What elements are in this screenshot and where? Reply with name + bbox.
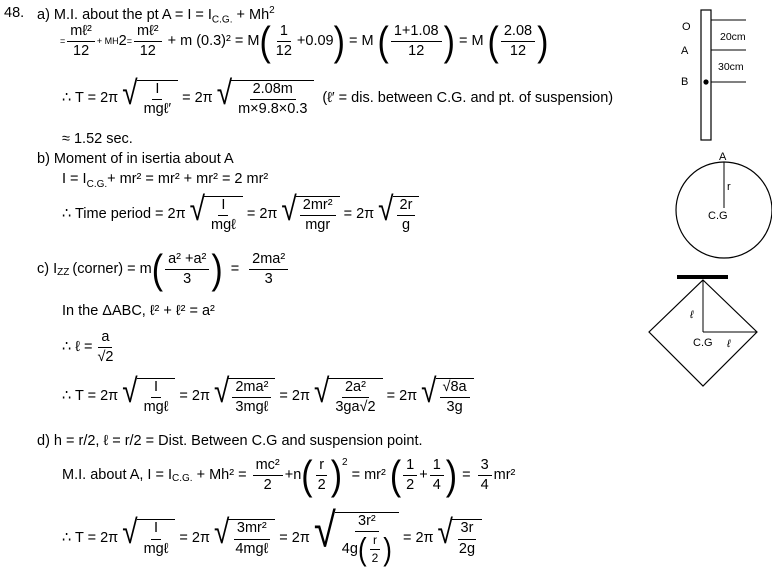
fraction-ml2-12b: $\frac{\text{mℓ²}}{12}$ [134, 24, 162, 59]
mh2-sub: 2 [118, 33, 127, 50]
sqrt-2mr2-mgr: √ $\frac{\text{2mr²}}{\text{mgr}}$ [281, 196, 339, 233]
pivot-dot [703, 79, 708, 84]
part-a-label: a) M.I. about the pt A = I = I [37, 6, 212, 23]
part-c-mi: c) I $_{ZZ}$ (corner) = m ( $\frac{\text{a² +a²}}{3}$ ) = $\frac{\text{2ma²}}{3}$ [37, 252, 290, 287]
fraction-1-12: $\frac{1}{12}$ [275, 23, 292, 60]
sqrt-i-mgl: √ $\frac{I}{\text{mgℓ′}}$ [122, 80, 178, 117]
label-20cm: 20cm [720, 31, 746, 43]
part-c-l-eq: ∴ ℓ = $\frac{a}{√2}$ [62, 330, 118, 365]
rod-figure [670, 8, 770, 144]
fraction-ml2-12: $\frac{\text{mℓ²}}{12}$ [67, 24, 95, 59]
eq-sign: = [60, 36, 66, 47]
cg-subscript: C.G. [211, 14, 233, 26]
problem-number: 48. [4, 5, 25, 21]
mh-term: + Mh [232, 6, 270, 23]
label-o: O [682, 21, 691, 33]
label-a: A [719, 151, 727, 163]
plus-009: +0.09 [296, 33, 334, 50]
t-prefix: ∴ T = 2π [62, 90, 119, 107]
label-30cm: 30cm [718, 61, 744, 73]
part-c-time-period: ∴ T = 2π √ $\frac{I}{\text{mgℓ}}$ = 2π √ $\frac{\text{2ma²}}{\text{3mgℓ}}$ = 2π √ $\frac{\text{2a²}}{3ga√2}$ = 2π √ $\frac{√8a}{3g}$ [62, 378, 474, 415]
sqrt-208m: √ $\frac{2.08m}{m\times 9.8\times 0.3}$ [217, 80, 315, 117]
part-a-time-period: ∴ T = 2π √ $\frac{I}{\text{mgℓ′}}$ = 2π √ $\frac{2.08m}{m\times 9.8\times 0.3}$ (ℓ′ = dis. between C.G. and pt. of suspension) [62, 73, 614, 118]
fraction-208-12: $\frac{2.08}{12}$ [501, 24, 535, 59]
label-cg: C.G [708, 210, 728, 222]
part-a-equation-1: = $\frac{\text{mℓ²}}{12}$ + MH 2 = $\frac{\text{mℓ²}}{12}$ + m (0.3)² = M ( $\frac{1}{12}$ +0.09 ) = M ( $\frac{1+1.08}{12}$ ) = M ( $\frac{2.08}{12}$ ) [60, 18, 549, 65]
part-b-time-period: ∴ Time period = 2π √ $\frac{I}{\text{mgℓ}}$ = 2π √ $\frac{\text{2mr²}}{\text{mgr}}$ = 2π √ $\frac{2r}{g}$ [62, 196, 419, 233]
sqrt-i-mgl: √ $\frac{I}{\text{mgℓ}}$ [190, 196, 243, 233]
fraction-a-root2: $\frac{a}{√2}$ [97, 329, 114, 366]
suspension-note: (ℓ′ = dis. between C.G. and pt. of suspension) [322, 90, 614, 107]
square-sup: 2 [269, 5, 275, 16]
label-l1: ℓ [690, 309, 694, 321]
sqrt-2r-g: √ $\frac{2r}{g}$ [378, 196, 419, 233]
part-d-heading: d) h = r/2, ℓ = r/2 = Dist. Between C.G and suspension point. [37, 433, 423, 449]
fraction-a2a2-3: $\frac{\text{a² +a²}}{3}$ [165, 252, 209, 287]
part-b-heading: b) Moment of in isertia about A [37, 151, 234, 167]
part-a-result: ≈ 1.52 sec. [62, 131, 133, 147]
label-b: B [681, 76, 689, 88]
label-a: A [681, 45, 689, 57]
fraction-2ma2-3: $\frac{\text{2ma²}}{3}$ [249, 252, 288, 287]
mass-term: + m (0.3)² = M [167, 33, 260, 50]
part-d-mi: M.I. about A, I = I $_{C.G.}$ + Mh² = $\frac{\text{mc²}}{2}$ +n ( $\frac{r}{2}$ ) $^2$ = mr² ( $\frac{1}{2}$ + $\frac{1}{4}$ ) = $\frac{3}{4}$ mr² [62, 452, 516, 499]
part-b-mi: $I = I_{C.G.}+ mr^2 = mr^2 + mr^2 = 2$ mr² [62, 171, 269, 190]
label-r: r [727, 181, 731, 193]
fraction-1108-12: $\frac{1+1.08}{12}$ [391, 24, 442, 59]
rod [701, 10, 711, 140]
mh2-term: + MH [96, 36, 119, 47]
label-cg: C.G [693, 337, 713, 349]
label-l2: ℓ [727, 338, 731, 350]
part-d-time-period: ∴ T = 2π √ $\frac{I}{\text{mgℓ}}$ = 2π √ $\frac{\text{3mr²}}{\text{4mgℓ}}$ = 2π √ 3r² 4g ( $\frac{r}{2}$ ) = 2π √ $\frac{3r}{2g}$ [62, 512, 482, 564]
part-c-abc: In the ΔABC, ℓ² + ℓ² = a² [62, 303, 215, 319]
square-figure [644, 272, 764, 392]
disc-figure [672, 148, 772, 266]
